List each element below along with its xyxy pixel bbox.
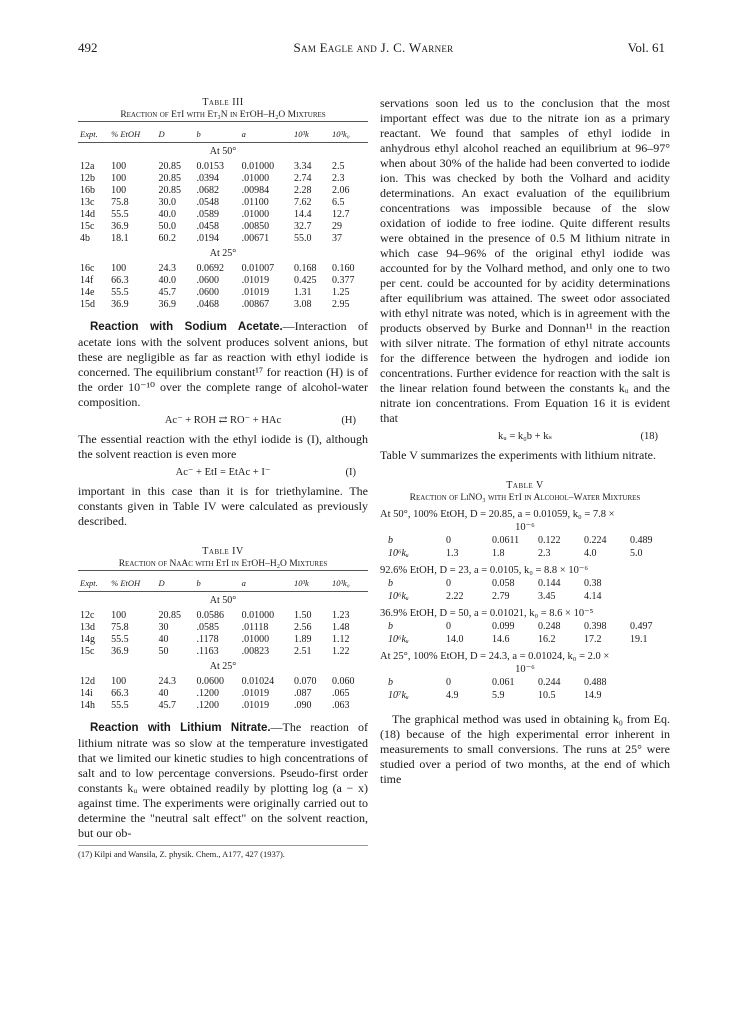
lithium-nitrate-text: —The reaction of lithium nitrate was so slow at the temperature investigated that we limited our kinetic studies to high concentrations of salt and to low percentage conversions. Pseudo-first order constants kᵤ were obtained readily by plotting log (a − x) against time. The experiments were originally carried out to determine the "neutral salt effect" on the solvent reaction, but our ob-	[78, 720, 368, 840]
table-cell: .00867	[241, 299, 270, 310]
column-header: 10³k	[292, 571, 330, 592]
condition-line: 10⁻⁶	[515, 664, 535, 675]
table-cell: .01000	[241, 634, 270, 645]
table-cell: 18.1	[111, 233, 129, 244]
table-cell: .087	[293, 688, 312, 699]
table5-condition	[380, 564, 670, 577]
column-header: % EtOH	[109, 571, 156, 592]
table-cell: 2.74	[293, 173, 312, 184]
table-cell: 17.2	[584, 634, 602, 645]
table5-condition	[380, 607, 670, 620]
row-label: b	[388, 535, 393, 546]
table-cell: 14d	[80, 209, 95, 220]
table-cell: 16b	[80, 185, 95, 196]
equation-i	[78, 466, 368, 480]
table-cell: 1.25	[331, 287, 350, 298]
table-cell: 14e	[80, 287, 95, 298]
table-cell: 2.3	[538, 548, 551, 559]
table-cell: .090	[293, 700, 312, 711]
table-cell: 0.0611	[492, 535, 520, 546]
table-cell: 100	[111, 173, 127, 184]
table-row	[78, 185, 368, 197]
table-cell: 1.23	[331, 610, 350, 621]
table-cell: 1.8	[492, 548, 505, 559]
table-cell: 0.144	[538, 578, 561, 589]
table-cell: .0468	[196, 299, 219, 310]
table-cell: 19.1	[630, 634, 648, 645]
table-cell: .00671	[241, 233, 270, 244]
table-cell: 1.48	[331, 622, 350, 633]
table-cell: 14h	[80, 700, 95, 711]
equation-18	[380, 430, 670, 444]
table5-row	[388, 590, 630, 603]
section-label: At 25°	[209, 661, 237, 672]
table-cell: 1.3	[446, 548, 459, 559]
table-cell: 0.168	[293, 263, 317, 274]
table-row	[78, 634, 368, 646]
table5-condition	[380, 650, 670, 676]
table-cell: 0.070	[293, 676, 317, 687]
condition-line: At 50°, 100% EtOH, D = 20.85, a = 0.01059, k₀ = 7.8 ×	[380, 509, 615, 520]
row-label: 10⁶kᵤ	[388, 634, 409, 645]
table-cell: 3.34	[293, 161, 312, 172]
table-header-row	[78, 122, 368, 143]
table-cell: 75.8	[111, 622, 129, 633]
table-cell: 24.3	[158, 263, 176, 274]
row-label: 10⁷kᵤ	[388, 690, 409, 701]
table-cell: 14g	[80, 634, 95, 645]
table-cell: 100	[111, 185, 127, 196]
table-row	[78, 287, 368, 299]
row-label: 10⁶kᵤ	[388, 548, 409, 559]
table-cell: 0.0153	[196, 161, 224, 172]
table-cell: 50.0	[158, 221, 176, 232]
table-cell: 0.01000	[241, 610, 275, 621]
table-cell: 0.377	[331, 275, 355, 286]
condition-line: 36.9% EtOH, D = 50, a = 0.01021, k₀ = 8.6 × 10⁻⁵	[380, 608, 594, 619]
table-cell: 4.14	[584, 591, 602, 602]
table-cell: 14.9	[584, 690, 602, 701]
table-cell: 60.2	[158, 233, 176, 244]
table-cell: 12.7	[331, 209, 350, 220]
section-row	[78, 143, 368, 162]
table5-row	[388, 547, 676, 560]
table-cell: 0.425	[293, 275, 317, 286]
table-row	[78, 622, 368, 634]
table-cell: .0194	[196, 233, 219, 244]
table5-caption: Reaction of LiNO₃ with EtI in Alcohol–Water Mixtures	[409, 493, 641, 503]
column-header: b	[194, 571, 239, 592]
table-cell: 55.0	[293, 233, 312, 244]
table-cell: .063	[331, 700, 350, 711]
table-cell: .01019	[241, 275, 270, 286]
table-cell: 36.9	[158, 299, 176, 310]
table-cell: .01100	[241, 197, 269, 208]
table-cell: 4.0	[584, 548, 597, 559]
table-cell: 0.058	[492, 578, 515, 589]
table-cell: 0	[446, 535, 451, 546]
table-cell: 15d	[80, 299, 95, 310]
lithium-nitrate-heading: Reaction with Lithium Nitrate.	[90, 722, 271, 734]
table-cell: 40	[158, 634, 169, 645]
table-header-row	[78, 571, 368, 592]
table-cell: 36.9	[111, 299, 129, 310]
column-header: 10³k₀	[330, 122, 368, 143]
table-cell: 3.08	[293, 299, 312, 310]
equation-h	[78, 414, 368, 428]
table-row	[78, 263, 368, 275]
table-cell: 0.488	[584, 677, 607, 688]
table-cell: 14f	[80, 275, 94, 286]
table-cell: .0458	[196, 221, 219, 232]
table-cell: 2.95	[331, 299, 350, 310]
table5-row	[388, 633, 676, 646]
equation-i-text: Ac⁻ + EtI = EtAc + I⁻	[175, 467, 271, 478]
table-cell: 40.0	[158, 209, 176, 220]
table5-values	[388, 534, 676, 560]
table-cell: 20.85	[158, 173, 181, 184]
condition-line: 10⁻⁶	[515, 522, 535, 533]
table-cell: 1.89	[293, 634, 312, 645]
table-cell: 2.06	[331, 185, 350, 196]
table-cell: 2.51	[293, 646, 312, 657]
sodium-acetate-paragraph	[78, 319, 368, 410]
table-cell: 1.12	[331, 634, 350, 645]
table-cell: .01000	[241, 173, 270, 184]
table-cell: 14i	[80, 688, 93, 699]
condition-line: 92.6% EtOH, D = 23, a = 0.0105, k₀ = 8.8 × 10⁻⁶	[380, 565, 589, 576]
column-header: 10³k₀	[330, 571, 368, 592]
table-cell: 0.0600	[196, 676, 224, 687]
triethylamine-text: important in this case than it is for triethylamine. The constants given in Table IV were calculated as previously described.	[78, 484, 368, 528]
table-cell: 0.38	[584, 578, 602, 589]
sodium-acetate-heading: Reaction with Sodium Acetate.	[90, 321, 283, 333]
table-cell: 12a	[80, 161, 95, 172]
column-header: a	[240, 122, 292, 143]
table-cell: .0585	[196, 622, 219, 633]
table4-caption: Reaction of NaAc with EtI in EtOH–H₂O Mixtures	[118, 559, 328, 569]
column-header: % EtOH	[109, 122, 156, 143]
table-cell: 0.489	[630, 535, 653, 546]
table-cell: 12d	[80, 676, 95, 687]
table5-row	[388, 620, 676, 633]
table-cell: 29	[331, 221, 342, 232]
table-row	[78, 275, 368, 287]
row-label: 10⁶kᵤ	[388, 591, 409, 602]
equation-18-number: (18)	[640, 431, 658, 442]
table-cell: 7.62	[293, 197, 312, 208]
table-cell: .0682	[196, 185, 219, 196]
table-cell: 3.45	[538, 591, 556, 602]
table-cell: 0.01007	[241, 263, 275, 274]
table-cell: 12b	[80, 173, 95, 184]
table-cell: 32.7	[293, 221, 312, 232]
table-cell: 2.22	[446, 591, 464, 602]
section-label: At 50°	[209, 146, 237, 157]
table-cell: 40.0	[158, 275, 176, 286]
table-cell: 16.2	[538, 634, 556, 645]
equation-h-number: (H)	[341, 415, 356, 426]
table-cell: 2.3	[331, 173, 345, 184]
column-header: D	[156, 122, 194, 143]
section-row	[78, 245, 368, 263]
lithium-nitrate-paragraph	[78, 720, 368, 841]
table-cell: .1200	[196, 700, 219, 711]
table-cell: 45.7	[158, 700, 176, 711]
table-cell: 15c	[80, 221, 95, 232]
column-header: D	[156, 571, 194, 592]
table-cell: 100	[111, 263, 127, 274]
table-cell: 5.0	[630, 548, 643, 559]
sodium-acetate-text: —Interaction of acetate ions with the solvent produces solvent anions, but these are negligible as far as reaction with ethyl iodide is concerned. The equilibrium constant¹⁷ for reaction (H) is of the order 10⁻¹⁰ over the complete range of alcohol-water composition.	[78, 319, 368, 409]
section-row	[78, 658, 368, 676]
running-head-authors: Sam Eagle and J. C. Warner	[293, 40, 454, 55]
column-header: a	[240, 571, 292, 592]
table-cell: .0600	[196, 287, 219, 298]
table5-row	[388, 577, 630, 590]
row-label: b	[388, 621, 393, 632]
table-cell: .00984	[241, 185, 270, 196]
table-cell: 20.85	[158, 161, 181, 172]
equation-18-text: kᵤ = k₀b + kₛ	[498, 431, 552, 442]
table-cell: 0.099	[492, 621, 515, 632]
table3-caption: Reaction of EtI with Et₃N in EtOH–H₂O Mixtures	[120, 110, 326, 120]
table5-values	[388, 577, 630, 603]
table-cell: 14.0	[446, 634, 464, 645]
table-row	[78, 197, 368, 209]
table-cell: 2.5	[331, 161, 345, 172]
table-cell: 1.22	[331, 646, 350, 657]
table-cell: .01118	[241, 622, 269, 633]
table-cell: 20.85	[158, 610, 181, 621]
table-row	[78, 173, 368, 185]
table-cell: .0600	[196, 275, 219, 286]
table-cell: 0.248	[538, 621, 561, 632]
table-cell: 0.01000	[241, 161, 275, 172]
table-row	[78, 676, 368, 688]
table-cell: 0	[446, 578, 451, 589]
table-row	[78, 610, 368, 622]
table-cell: .01019	[241, 700, 270, 711]
table-cell: 0	[446, 621, 451, 632]
equation-i-number: (I)	[345, 467, 356, 478]
right-column	[380, 96, 670, 787]
table-row	[78, 646, 368, 658]
column-header: Expt.	[78, 571, 109, 592]
table-row	[78, 161, 368, 173]
table-cell: 1.31	[293, 287, 312, 298]
row-label: b	[388, 578, 393, 589]
observations-paragraph: servations soon led us to the conclusion that the most important effect was due to the nitrate ion as a primary reactant. We found that samples of ethyl iodide in anhydrous ethyl alcohol reached an equilibrium at 96–97° when about 30% of the halide had been converted to iodide ion. This was checked by both the Volhard and acidity determinations. An exact evaluation of the equilibrium concentrations was impossible because of the slow oxidation of iodide to free iodine. Quite different results were obtained in the presence of 0.5 M lithium nitrate in which case 94–96% of the original ethyl iodide was accounted for by the Volhard method, and only one to two per cent. could be accounted for by acidity determinations after equilibrium was attained. The sweet odor associated with ethyl nitrate was noted, which is in agreement with the products observed by Burke and Donnan¹¹ in the reaction with silver nitrate. The formation of ethyl nitrate accounts for the difference between the hydrogen and iodide ion concentrations. Further evidence for reaction with the salt is the linear relation found between the constants kᵤ and the nitrate ion concentrations. From Equation 16 it is evident that	[380, 96, 670, 425]
table-cell: 55.5	[111, 700, 129, 711]
table-cell: 15c	[80, 646, 95, 657]
table-cell: 16c	[80, 263, 95, 274]
table-cell: 14.6	[492, 634, 510, 645]
row-label: b	[388, 677, 393, 688]
table5	[380, 508, 670, 702]
table-cell: 40	[158, 688, 169, 699]
table5-values	[388, 676, 630, 702]
table-cell: 0.122	[538, 535, 561, 546]
table4-label: Table IV	[202, 546, 244, 557]
table-cell: .01000	[241, 209, 270, 220]
table-cell: 45.7	[158, 287, 176, 298]
table-cell: .0394	[196, 173, 219, 184]
table-row	[78, 233, 368, 245]
left-column	[78, 96, 368, 860]
essential-reaction-text: The essential reaction with the ethyl iodide is (I), although the solvent reaction is even more	[78, 432, 368, 461]
column-header: b	[194, 122, 239, 143]
table3	[78, 121, 368, 311]
table5-row	[388, 676, 630, 689]
condition-line: At 25°, 100% EtOH, D = 24.3, a = 0.01024, k₀ = 2.0 ×	[380, 651, 610, 662]
table-cell: 0.060	[331, 676, 355, 687]
table-cell: 0	[446, 677, 451, 688]
table-cell: 36.9	[111, 646, 129, 657]
table-cell: .1200	[196, 688, 219, 699]
section-label: At 25°	[209, 248, 237, 259]
table-cell: 0.244	[538, 677, 561, 688]
table-cell: 55.5	[111, 209, 129, 220]
table-cell: 1.50	[293, 610, 312, 621]
table-cell: 66.3	[111, 688, 129, 699]
table-cell: .0589	[196, 209, 219, 220]
table-cell: 2.28	[293, 185, 312, 196]
section-label: At 50°	[209, 595, 237, 606]
table-cell: 66.3	[111, 275, 129, 286]
table-cell: .0548	[196, 197, 219, 208]
table-cell: 100	[111, 161, 127, 172]
table-cell: 100	[111, 610, 127, 621]
equation-h-text: Ac⁻ + ROH ⇄ RO⁻ + HAc	[164, 415, 282, 426]
table-cell: 30	[158, 622, 169, 633]
table-cell: 100	[111, 676, 127, 687]
table-cell: .01019	[241, 688, 270, 699]
table-cell: 0.061	[492, 677, 515, 688]
footnote-17: (17) Kilpi and Wansila, Z. physik. Chem., A177, 427 (1937).	[78, 845, 368, 860]
table-cell: 4.9	[446, 690, 459, 701]
table-cell: 50	[158, 646, 169, 657]
table-row	[78, 221, 368, 233]
table-row	[78, 688, 368, 700]
table-cell: 75.8	[111, 197, 129, 208]
table-cell: 0.160	[331, 263, 355, 274]
table3-label: Table III	[202, 97, 244, 108]
table-cell: 14.4	[293, 209, 312, 220]
table5-row	[388, 534, 676, 547]
table5-values	[388, 620, 676, 646]
page-number: 492	[78, 40, 98, 55]
section-row	[78, 592, 368, 611]
table5-condition	[380, 508, 670, 534]
table-cell: 30.0	[158, 197, 176, 208]
table-cell: .1163	[196, 646, 219, 657]
table-cell: 0.0586	[196, 610, 224, 621]
table-row	[78, 299, 368, 311]
table-cell: 24.3	[158, 676, 176, 687]
table-cell: 0.497	[630, 621, 653, 632]
table-cell: 37	[331, 233, 342, 244]
table-cell: 36.9	[111, 221, 129, 232]
table-cell: 5.9	[492, 690, 505, 701]
table5-row	[388, 689, 630, 702]
table-cell: 0.224	[584, 535, 607, 546]
table-cell: 4b	[80, 233, 90, 244]
table-cell: .00850	[241, 221, 270, 232]
table-cell: .01019	[241, 287, 270, 298]
volume-label: Vol. 61	[627, 40, 665, 55]
table-cell: 2.56	[293, 622, 312, 633]
table-cell: 10.5	[538, 690, 556, 701]
table-cell: 0.01024	[241, 676, 275, 687]
table4	[78, 570, 368, 712]
table-cell: 6.5	[331, 197, 345, 208]
table-cell: 20.85	[158, 185, 181, 196]
column-header: Expt.	[78, 122, 109, 143]
table-cell: 55.5	[111, 634, 129, 645]
table-cell: 2.79	[492, 591, 510, 602]
table-cell: .00823	[241, 646, 270, 657]
table-cell: .065	[331, 688, 350, 699]
column-header: 10³k	[292, 122, 330, 143]
graphical-method-paragraph: The graphical method was used in obtaining k₀ from Eq. (18) because of the high experimental error inherent in measurements to small conversions. The runs at 25° were studied over a period of two months, at the end of which time	[380, 712, 670, 786]
table5-label: Table V	[506, 480, 544, 491]
table-cell: 55.5	[111, 287, 129, 298]
table-cell: 12c	[80, 610, 95, 621]
table-row	[78, 700, 368, 712]
table-cell: 0.398	[584, 621, 607, 632]
table-cell: 13c	[80, 197, 95, 208]
table-cell: .1178	[196, 634, 219, 645]
table-cell: 0.0692	[196, 263, 224, 274]
table-cell: 13d	[80, 622, 95, 633]
table5-intro-text: Table V summarizes the experiments with lithium nitrate.	[380, 448, 656, 462]
table-row	[78, 209, 368, 221]
